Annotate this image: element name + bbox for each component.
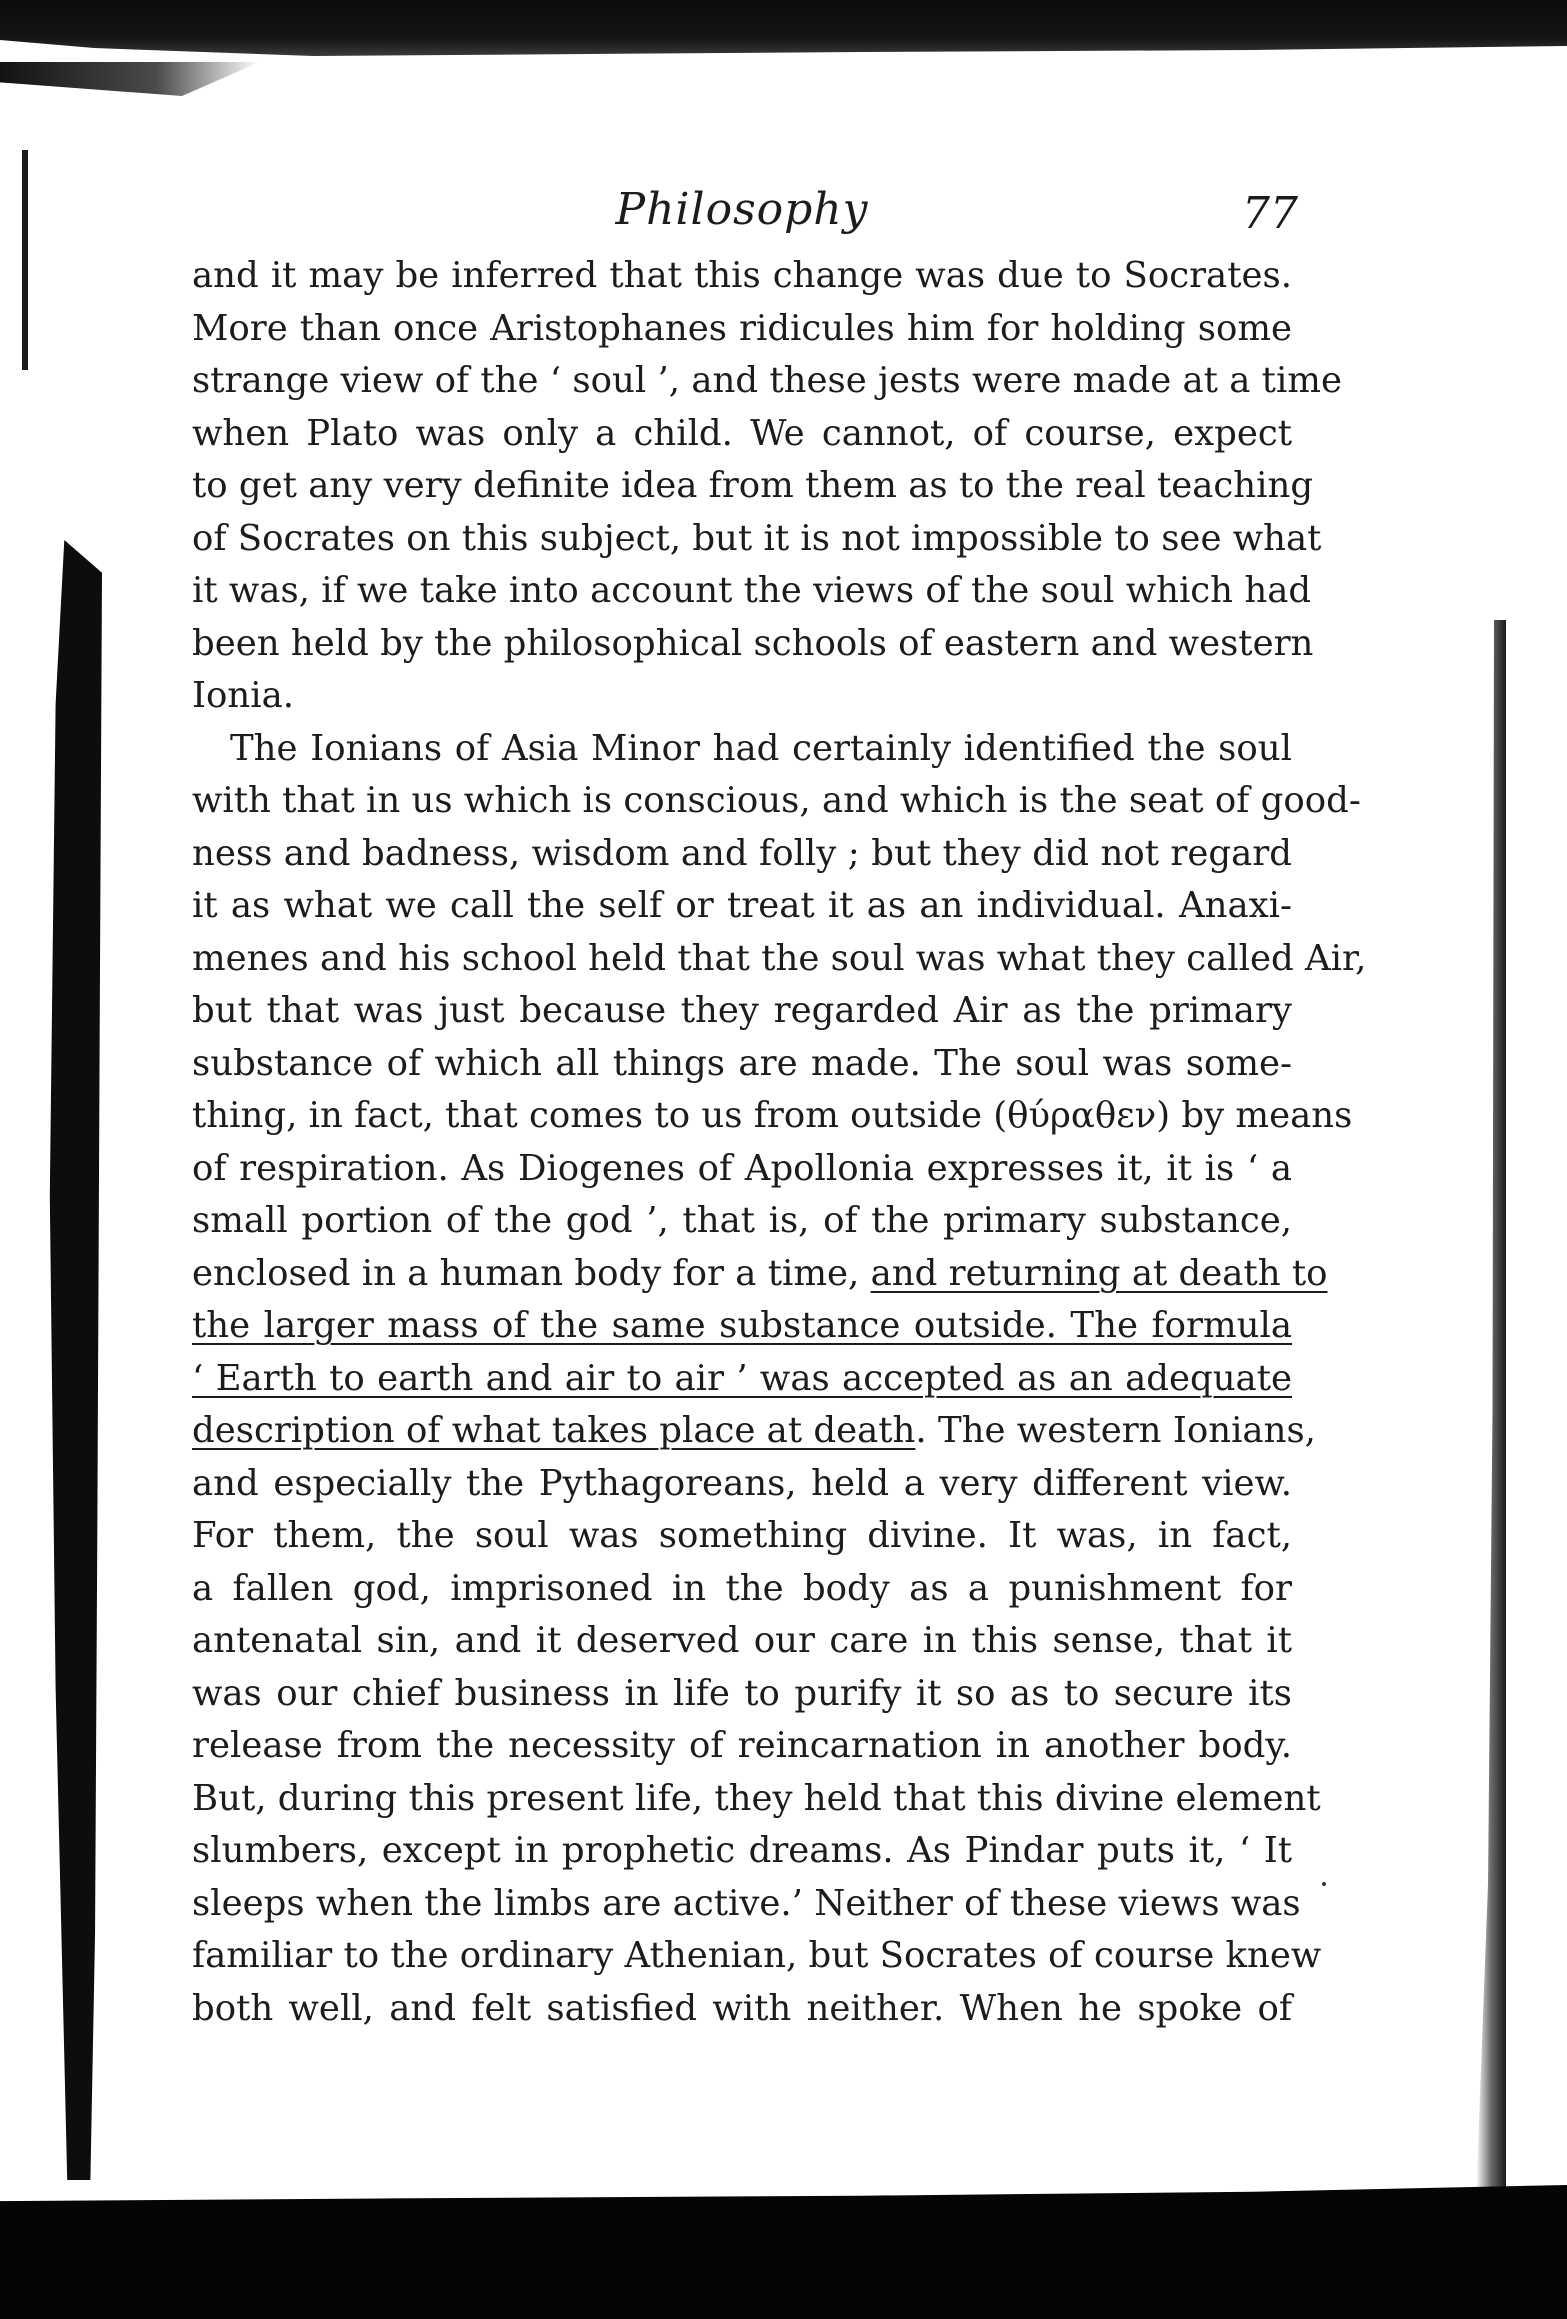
running-head-title: Philosophy — [615, 184, 869, 235]
scan-mark-left — [22, 150, 28, 370]
text-line: been held by the philosophical schools of eastern and western — [192, 622, 1314, 664]
text-line: sleeps when the limbs are active.’ Neither of these views was — [192, 1882, 1301, 1924]
text-line: was our chief business in life to purify it so as to secure its — [192, 1672, 1292, 1714]
text-span: . The western Ionians, — [915, 1410, 1316, 1451]
text-line: strange view of the ‘ soul ’, and these jests were made at a time — [192, 360, 1342, 401]
text-line: of Socrates on this subject, but it is not impossible to see what — [192, 517, 1322, 559]
text-line: of respiration. As Diogenes of Apollonia expresses it, it is ‘ a — [192, 1147, 1292, 1189]
text-line: slumbers, except in prophetic dreams. As Pindar puts it, ‘ It — [192, 1830, 1292, 1871]
running-head — [192, 170, 1298, 250]
text-line: thing, in fact, that comes to us from outside (θύραθεν) by means — [192, 1095, 1353, 1136]
text-line: release from the necessity of reincarnation in another body. — [192, 1725, 1292, 1766]
body-text — [192, 250, 1367, 2035]
text-line: Ionia. — [192, 675, 295, 716]
text-line: a fallen god, imprisoned in the body as a punishment for — [192, 1567, 1292, 1609]
text-line: familiar to the ordinary Athenian, but Socrates of course knew — [192, 1935, 1322, 1976]
book-page — [192, 170, 1367, 2035]
text-line: More than once Aristophanes ridicules him for holding some — [192, 307, 1292, 349]
text-line: menes and his school held that the soul was what they called Air, — [192, 937, 1367, 979]
scan-shadow-top-left — [0, 62, 260, 96]
text-line: it as what we call the self or treat it as an individual. Anaxi- — [192, 885, 1292, 926]
text-line: The Ionians of Asia Minor had certainly identified the soul — [230, 727, 1292, 769]
text-line: and it may be inferred that this change was due to Socrates. — [192, 255, 1292, 296]
text-line: with that in us which is conscious, and which is the seat of good- — [192, 780, 1361, 821]
text-line: and especially the Pythagoreans, held a very different view. — [192, 1462, 1292, 1504]
underlined-passage: description of what takes place at death — [192, 1410, 916, 1451]
text-line-annotated — [192, 1405, 1316, 1458]
scan-shadow-top — [0, 0, 1567, 70]
text-line: both well, and felt satisfied with neither. When he spoke of — [192, 1987, 1292, 2029]
text-line-annotated — [192, 1248, 1328, 1301]
text-line: to get any very definite idea from them as to the real teaching — [192, 465, 1314, 506]
page-number: 77 — [1242, 188, 1298, 239]
text-line: But, during this present life, they held that this divine element — [192, 1777, 1321, 1819]
text-line-annotated — [192, 1300, 1292, 1353]
text-line-annotated — [192, 1353, 1292, 1406]
text-line: when Plato was only a child. We cannot, of course, expect — [192, 412, 1292, 454]
text-line: small portion of the god ’, that is, of the primary substance, — [192, 1200, 1292, 1241]
text-line: antenatal sin, and it deserved our care in this sense, that it — [192, 1620, 1292, 1661]
text-line: but that was just because they regarded Air as the primary — [192, 990, 1292, 1031]
text-line: substance of which all things are made. The soul was some- — [192, 1042, 1292, 1084]
text-line: ness and badness, wisdom and folly ; but they did not regard — [192, 832, 1292, 874]
text-span: enclosed in a human body for a time, — [192, 1252, 871, 1294]
underlined-passage: the larger mass of the same substance outside. The formula — [192, 1305, 1292, 1346]
scan-shadow-right — [1476, 620, 1506, 2200]
scan-shadow-bottom — [0, 2185, 1567, 2319]
underlined-passage: ‘ Earth to earth and air to air ’ was accepted as an adequate — [192, 1357, 1292, 1399]
stray-ink-mark — [1322, 1882, 1326, 1886]
text-line: it was, if we take into account the views of the soul which had — [192, 570, 1312, 611]
underlined-passage: and returning at death to — [870, 1252, 1328, 1294]
scan-shadow-left — [44, 540, 102, 2180]
text-line: For them, the soul was something divine. It was, in fact, — [192, 1515, 1292, 1556]
